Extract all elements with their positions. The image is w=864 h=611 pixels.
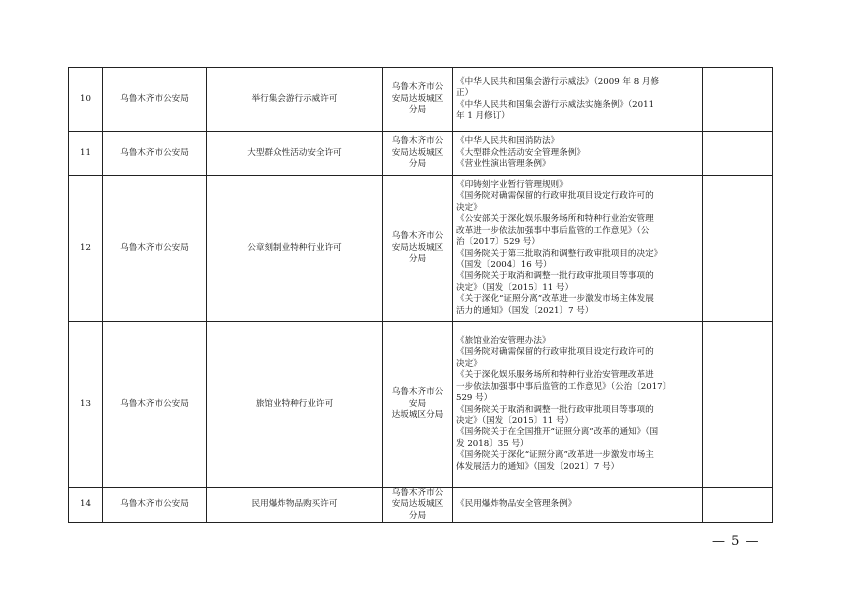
branch-line: 乌鲁木齐市公	[391, 488, 444, 498]
legal-basis-line: 《营业性演出管理条例》	[456, 159, 551, 170]
legal-basis-line: 决定》（国发〔2015〕11 号）	[456, 282, 574, 293]
branch-line: 乌鲁木齐市公	[391, 387, 444, 398]
legal-basis-line: 《国务院关于取消和调整一批行政审批项目等事项的	[456, 404, 654, 415]
agency-cell: 乌鲁木齐市公安局	[103, 322, 207, 488]
remarks-cell	[703, 132, 773, 176]
branch-cell	[383, 322, 453, 488]
branch-line: 分局	[408, 159, 427, 170]
branch-cell	[383, 68, 453, 132]
remarks-cell	[703, 488, 773, 523]
branch-line: 分局	[408, 254, 427, 265]
permit-table	[68, 67, 773, 523]
legal-basis-line: 《中华人民共和国集会游行示威法实施条例》（2011	[456, 99, 655, 110]
legal-basis-line: 正）	[456, 88, 474, 99]
branch-line: 安局达坂城区	[391, 93, 444, 104]
remarks-cell	[703, 176, 773, 322]
remarks-cell	[703, 68, 773, 132]
legal-basis-line: 《国务院关于第三批取消和调整行政审批项目的决定》	[456, 248, 663, 259]
remarks-cell	[703, 322, 773, 488]
branch-cell	[383, 488, 453, 523]
branch-line: 安局达坂城区	[391, 499, 444, 510]
branch-line: 乌鲁木齐市公	[391, 231, 444, 242]
legal-basis-line: 活力的通知》（国发〔2021〕7 号）	[456, 305, 594, 316]
legal-basis-line: 年 1 月修订）	[456, 110, 510, 121]
legal-basis-cell	[453, 322, 703, 488]
legal-basis-line: 《旅馆业治安管理办法》	[456, 336, 551, 347]
legal-basis-cell	[453, 132, 703, 176]
legal-basis-cell	[453, 176, 703, 322]
table-row	[69, 488, 773, 523]
legal-basis-line: 决定》	[456, 202, 482, 213]
legal-basis-line: 《中华人民共和国集会游行示威法》（2009 年 8 月修	[456, 76, 660, 87]
branch-line: 分局	[408, 105, 427, 116]
branch-line: 乌鲁木齐市公	[391, 136, 444, 147]
legal-basis-line: 《国务院关于取消和调整一批行政审批项目等事项的	[456, 271, 654, 282]
legal-basis-cell	[453, 488, 703, 523]
legal-basis-line: （国发〔2004〕16 号）	[456, 259, 552, 270]
agency-cell: 乌鲁木齐市公安局	[103, 176, 207, 322]
row-number: 12	[69, 176, 103, 322]
permit-item-cell: 旅馆业特种行业许可	[207, 322, 383, 488]
branch-line: 乌鲁木齐市公	[391, 82, 444, 93]
legal-basis-line: 529 号）	[456, 393, 493, 404]
legal-basis-line: 《民用爆炸物品安全管理条例》	[456, 499, 577, 510]
legal-basis-line: 治〔2017〕529 号）	[456, 237, 540, 248]
permit-item-cell: 举行集会游行示威许可	[207, 68, 383, 132]
branch-line: 达坂城区分局	[391, 410, 444, 421]
branch-cell	[383, 132, 453, 176]
permit-item-cell: 民用爆炸物品购买许可	[207, 488, 383, 523]
agency-cell: 乌鲁木齐市公安局	[103, 488, 207, 523]
legal-basis-line: 《关于深化娱乐服务场所和特种行业治安管理改革进	[456, 370, 654, 381]
legal-basis-line: 改革进一步依法加强事中事后监管的工作意见》（公	[456, 225, 650, 236]
page-number: — 5 —	[712, 534, 760, 549]
legal-basis-line: 一步依法加强事中事后监管的工作意见》（公治〔2017〕	[456, 381, 672, 392]
agency-cell: 乌鲁木齐市公安局	[103, 68, 207, 132]
permit-item-cell: 公章刻制业特种行业许可	[207, 176, 383, 322]
legal-basis-line: 决定》（国发〔2015〕11 号）	[456, 415, 574, 426]
legal-basis-line: 《国务院对确需保留的行政审批项目设定行政许可的	[456, 191, 654, 202]
row-number: 10	[69, 68, 103, 132]
legal-basis-line: 《国务院关于在全国推开“证照分离”改革的通知》（国	[456, 427, 659, 438]
legal-basis-line: 《中华人民共和国消防法》	[456, 136, 560, 147]
legal-basis-line: 《公安部关于深化娱乐服务场所和特种行业治安管理	[456, 214, 654, 225]
table-row	[69, 176, 773, 322]
legal-basis-line: 《国务院关于深化“证照分离”改革进一步激发市场主	[456, 450, 654, 461]
row-number: 14	[69, 488, 103, 523]
branch-line: 分局	[408, 510, 427, 521]
legal-basis-line: 《关于深化“证照分离”改革进一步激发市场主体发展	[456, 294, 654, 305]
row-number: 13	[69, 322, 103, 488]
legal-basis-line: 《国务院对确需保留的行政审批项目设定行政许可的	[456, 347, 654, 358]
legal-basis-line: 决定》	[456, 358, 482, 369]
permit-table-body	[69, 68, 773, 523]
legal-basis-cell	[453, 68, 703, 132]
branch-line: 安局	[408, 398, 427, 409]
legal-basis-line: 《印铸刻字业暂行管理规则》	[456, 180, 568, 191]
permit-item-cell: 大型群众性活动安全许可	[207, 132, 383, 176]
agency-cell: 乌鲁木齐市公安局	[103, 132, 207, 176]
table-row	[69, 68, 773, 132]
branch-line: 安局达坂城区	[391, 147, 444, 158]
legal-basis-line: 发 2018〕35 号）	[456, 438, 529, 449]
row-number: 11	[69, 132, 103, 176]
legal-basis-line: 《大型群众性活动安全管理条例》	[456, 147, 585, 158]
table-row	[69, 132, 773, 176]
table-row	[69, 322, 773, 488]
branch-line: 安局达坂城区	[391, 242, 444, 253]
legal-basis-line: 体发展活力的通知》（国发〔2021〕7 号）	[456, 461, 620, 472]
branch-cell	[383, 176, 453, 322]
